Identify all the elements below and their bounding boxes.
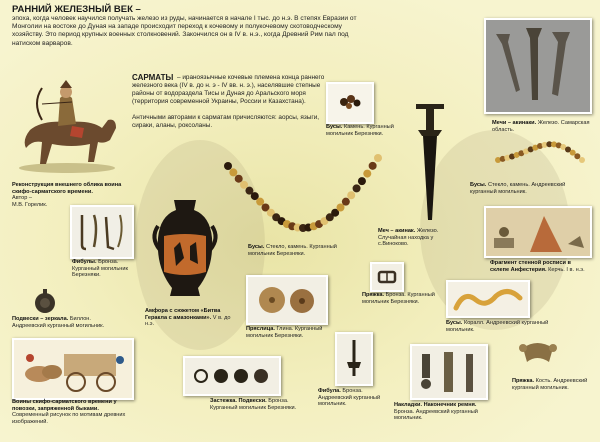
fresco-photo: [484, 206, 592, 258]
fresco-caption-title: Фрагмент стенной росписи в склепе Анфестерия.: [490, 260, 571, 273]
bead: [229, 168, 237, 176]
buckle2-caption: [512, 378, 594, 391]
dagger-caption: [378, 228, 448, 248]
plaques-caption: [394, 402, 494, 422]
bead: [235, 175, 243, 183]
bead: [224, 162, 232, 170]
cart-drawing: [12, 338, 134, 400]
mirror-pendant-image: [30, 288, 60, 314]
mirror-caption-text: Биллон. Андреевский курганный могильник.: [12, 316, 105, 329]
dagger-caption-title: Меч – акинак.: [378, 228, 416, 234]
spindle-caption-title: Пряслица.: [246, 326, 275, 332]
clasps-photo: [183, 356, 281, 396]
buckle1-caption-text: Бронза. Курганный могильник Березняки.: [362, 292, 435, 305]
clasps-caption: [210, 398, 310, 411]
coral-caption: [446, 320, 556, 333]
fibula-photo: [335, 332, 373, 386]
fibula-caption: [318, 388, 394, 408]
buckle2-image: [515, 338, 561, 368]
bead: [347, 191, 355, 199]
fresco-caption: [490, 260, 590, 273]
beads-top-caption-text: Камень. Курганный могильник Березняки.: [326, 124, 394, 137]
bead: [369, 162, 377, 170]
beads-big-caption: [248, 244, 358, 257]
beads-big-caption-text: Стекло, камень. Курганный могильник Березняки.: [248, 244, 337, 257]
bead: [374, 154, 382, 162]
rider-caption-title: Реконструкция внешнего облика воина скифо-сарматского времени.: [12, 182, 122, 195]
fibula-caption-title: Фибула.: [318, 388, 341, 394]
buckle2-caption-text: Кость. Андреевский курганный могильник.: [512, 378, 588, 391]
swords-caption-title: Мечи – акинаки.: [492, 120, 537, 126]
beads-right-caption: [470, 182, 590, 195]
amphora-caption: [145, 308, 235, 328]
plaques-caption-text: Бронза. Андреевский курганный могильник.: [394, 408, 478, 422]
coral-caption-text: Коралл. Андреевский курганный могильник.: [446, 320, 549, 333]
beads-top-caption: [326, 124, 396, 137]
sarmats-title: САРМАТЫ: [132, 73, 174, 82]
mirror-caption-title: Подвески – зеркала.: [12, 316, 69, 322]
beads-right-image: [492, 140, 588, 180]
fibula-caption-text: Бронза. Андреевский курганный могильник.: [318, 388, 381, 408]
fibulas-caption-text: Бронза. Курганный могильник Березняки.: [72, 259, 128, 279]
spindle-caption-text: Глина. Курганный могильник Березняки.: [246, 326, 323, 339]
clasps-caption-text: Бронза. Курганный могильник Березняки.: [210, 398, 297, 411]
beads-top-caption-title: Бусы.: [326, 124, 343, 130]
dagger-caption-text: Железо. Случайная находка у с.Виноково.: [378, 228, 439, 248]
swords-photo: [484, 18, 592, 114]
amphora-image: [150, 198, 220, 298]
buckle1-caption: [362, 292, 440, 305]
fibulas-photo: [70, 205, 134, 259]
dagger-image: [408, 100, 452, 225]
coral-photo: [446, 280, 530, 318]
fibulas-caption-title: Фибулы.: [72, 259, 97, 265]
beads-right-caption-title: Бусы.: [470, 182, 487, 188]
beads-top-photo: [326, 82, 374, 124]
sarmats-authors-text: Античными авторами к сарматам причисляются: аорсы, языги, сираки, аланы, роксоланы.: [132, 114, 320, 129]
beads-right-caption-text: Стекло, камень. Андреевский курганный могильник.: [470, 182, 566, 195]
page-heading: РАННИЙ ЖЕЛЕЗНЫЙ ВЕК –: [12, 4, 141, 15]
sarmats-text: – ираноязычные кочевые племена конца раннего железного века (IV в. до н. э - IV вв. н. э.), населявшие степные районы от водораздела Тисы и Дуная до Аральского моря (территория современной Украины, России и Казахстана).: [132, 74, 325, 105]
spindle-caption: [246, 326, 326, 339]
cart-caption: [12, 399, 130, 425]
clasps-caption-title: Застежка. Подвески.: [210, 398, 267, 404]
swords-caption-text: Железо. Самарская область.: [492, 120, 590, 133]
amphora-caption-title: Амфора с сюжетом «Битва Геракла с амазонками».: [145, 308, 221, 321]
mirror-caption: [12, 316, 124, 329]
plaques-photo: [410, 344, 488, 400]
intro-text: эпоха, когда человек научился получать железо из руды, начинается в начале I тыс. до н.э. В степях Евразии от Монголии на востоке до Дуная на западе происходит переход к кочевому и полукочевому скотоводческому хозяйству. Это период крупных военных столкновений. Закончился он в IV в. н.э., когда Древний Рим пал под натиском варваров.: [12, 15, 357, 47]
cart-caption-title: Воины скифо-сарматского времени у повозки, запряженной быками.: [12, 399, 117, 412]
buckle2-caption-title: Пряжка.: [512, 378, 535, 384]
swords-caption: [492, 120, 592, 133]
beads-big-caption-title: Бусы.: [248, 244, 265, 250]
bead: [579, 157, 585, 163]
fibulas-caption: [72, 259, 134, 279]
buckle1-photo: [370, 262, 404, 292]
rider-illustration: [12, 68, 124, 178]
bead: [342, 198, 350, 206]
beads-necklace-image: [220, 148, 385, 243]
spindle-photo: [246, 275, 328, 325]
coral-caption-title: Бусы.: [446, 320, 463, 326]
rider-caption-text: Автор – М.В. Горелик.: [12, 195, 48, 208]
bead: [363, 170, 371, 178]
buckle1-caption-title: Пряжка.: [362, 292, 385, 298]
amphora-caption-text: V в. до н.э.: [145, 314, 231, 328]
bead: [358, 177, 366, 185]
bead: [353, 184, 361, 192]
plaques-caption-title: Накладки. Наконечник ремня.: [394, 402, 477, 408]
cart-caption-text: Современный рисунок по мотивам древних изображений.: [12, 412, 126, 425]
bead: [574, 153, 580, 159]
fresco-caption-text: Керчь. I в. н.э.: [548, 266, 585, 273]
